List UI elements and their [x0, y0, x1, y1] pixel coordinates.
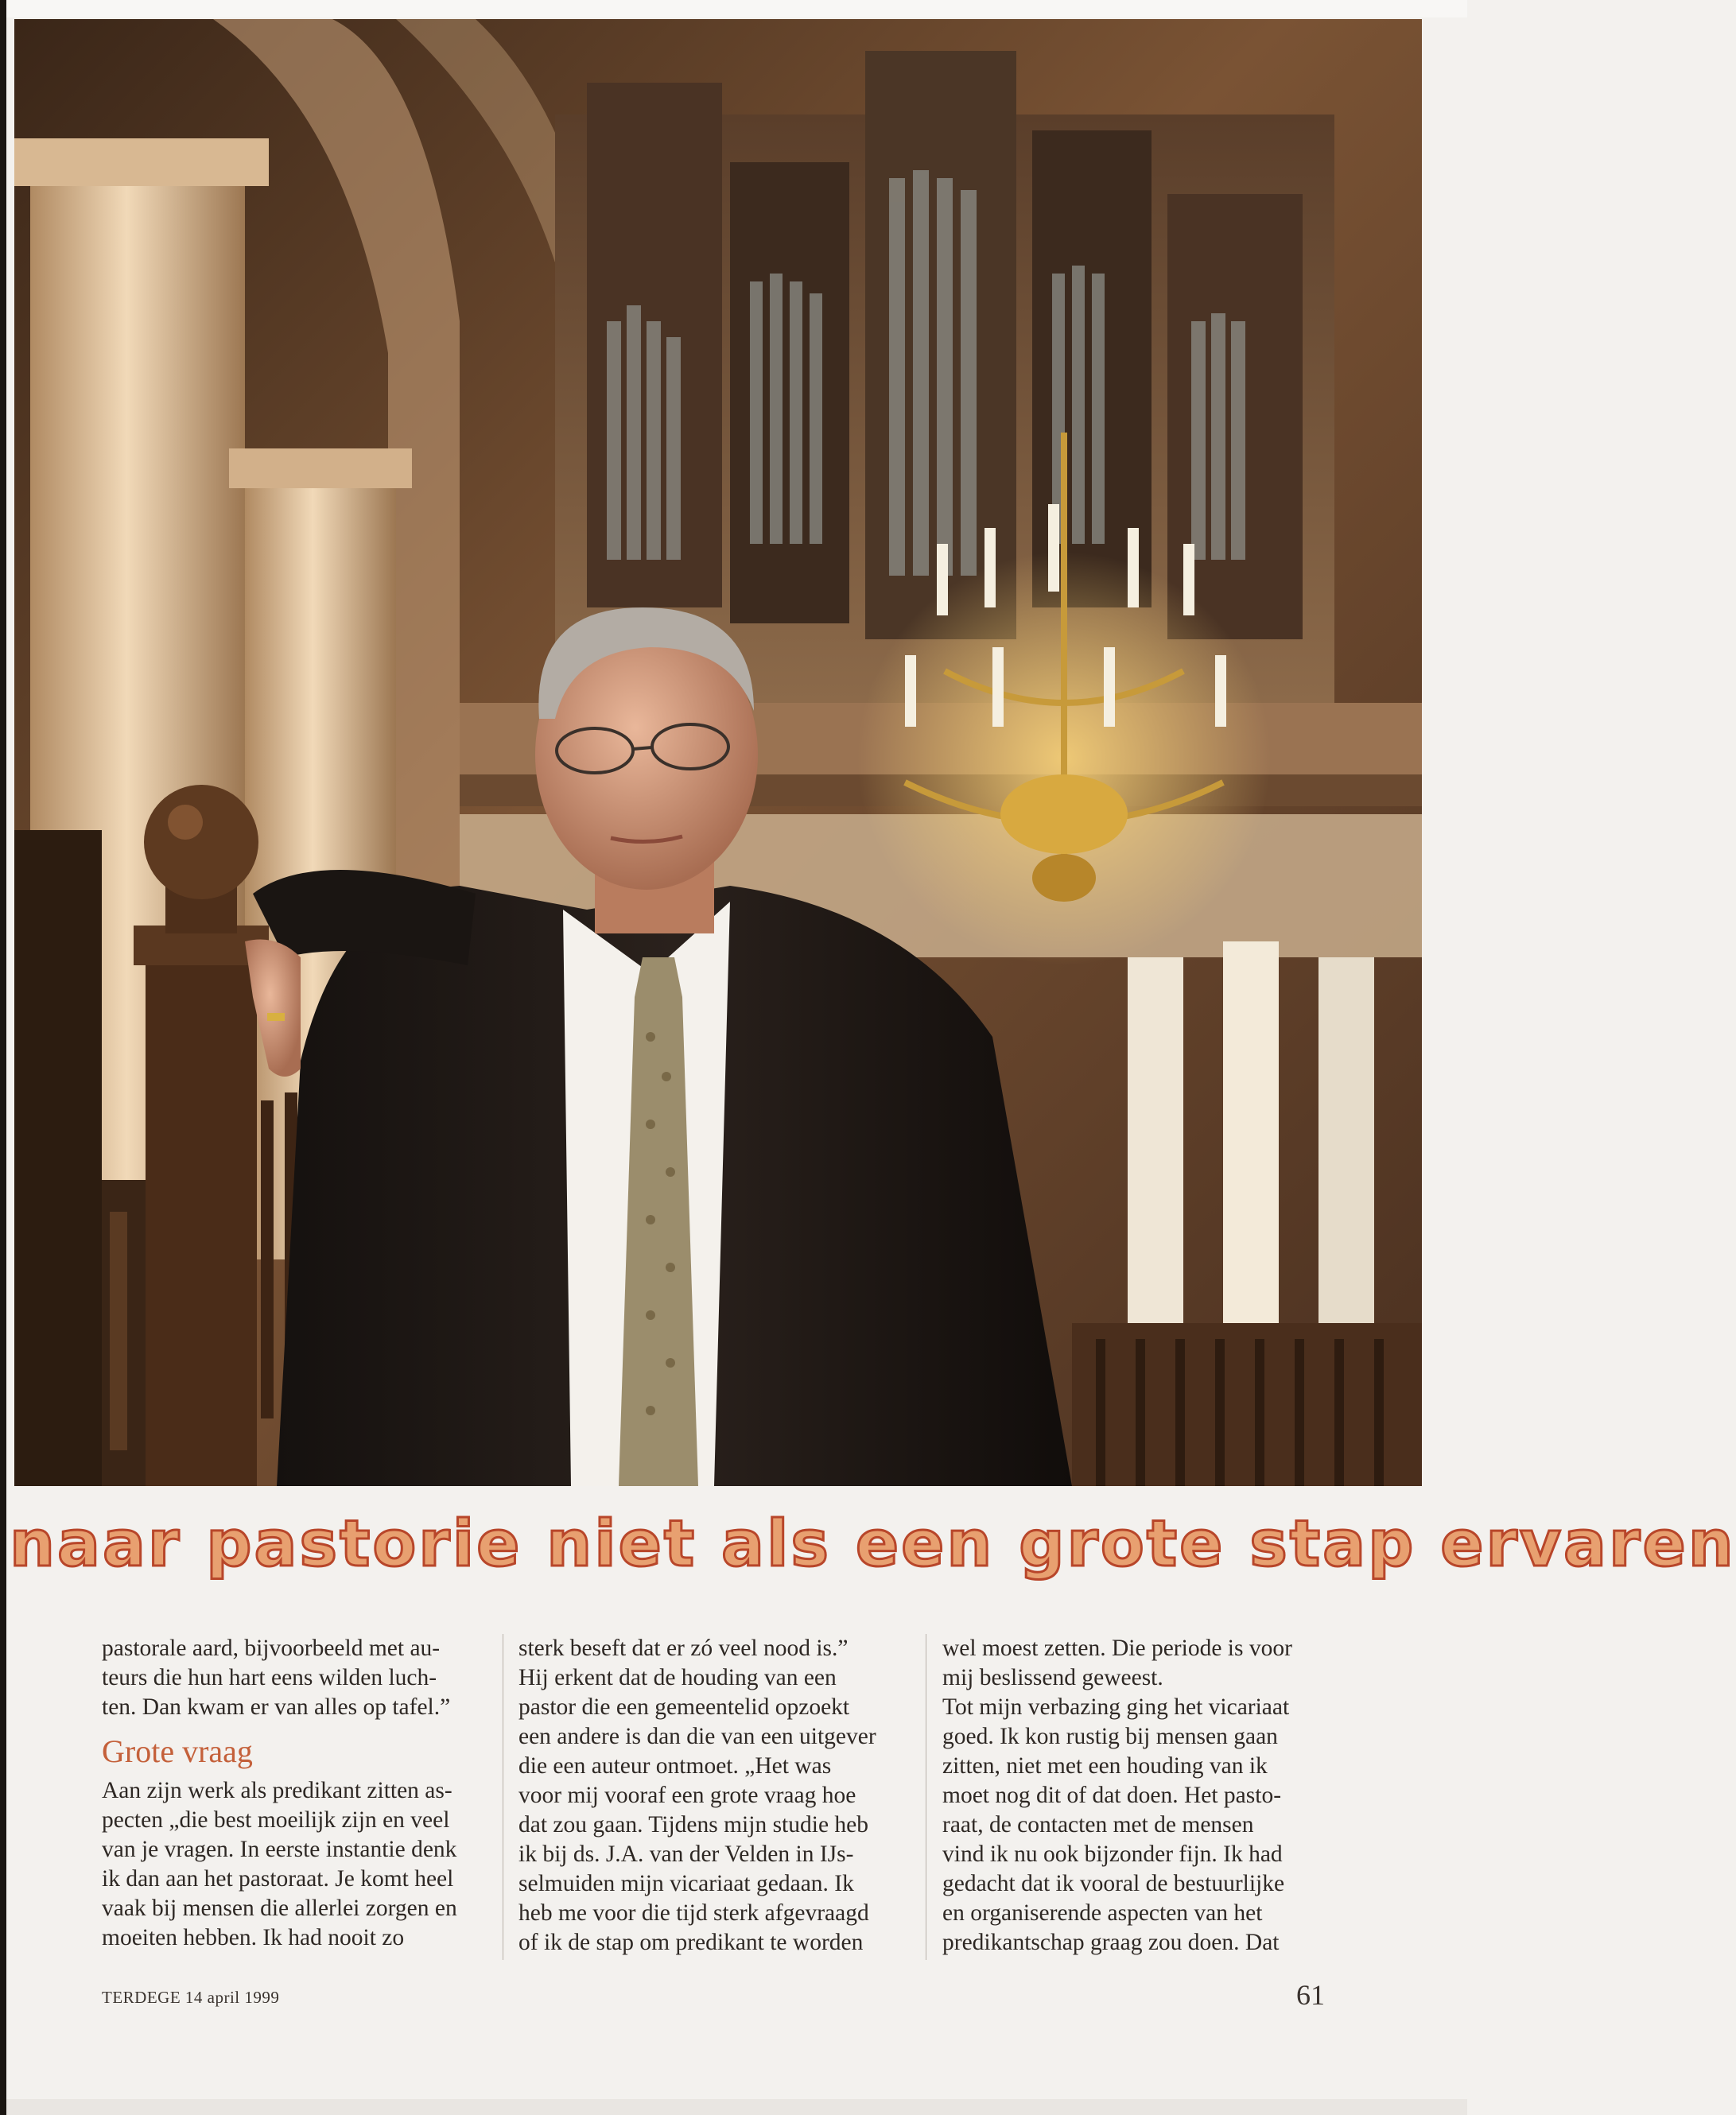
body-line: voor mij vooraf een grote vraag hoe: [518, 1783, 856, 1808]
publication-footer: TERDEGE 14 april 1999: [102, 1988, 280, 2007]
body-line: een andere is dan die van een uitgever: [518, 1724, 876, 1749]
body-line: vaak bij mensen die allerlei zorgen en: [102, 1896, 457, 1921]
body-line: predikantschap graag zou doen. Dat: [942, 1930, 1280, 1955]
body-line: moeiten hebben. Ik had nooit zo: [102, 1925, 405, 1950]
body-line: gedacht dat ik vooral de bestuurlijke: [942, 1871, 1285, 1896]
body-line: ik bij ds. J.A. van der Velden in IJs-: [518, 1841, 854, 1867]
body-line: of ik de stap om predikant te worden: [518, 1930, 864, 1955]
body-line: Tot mijn verbazing ging het vicariaat: [942, 1694, 1290, 1720]
text-column-3: [942, 1634, 1350, 1958]
body-line: wel moest zetten. Die periode is voor: [942, 1636, 1292, 1661]
bottom-margin: [6, 2099, 1467, 2115]
body-line: en organiserende aspecten van het: [942, 1900, 1263, 1926]
article-headline: naar pastorie niet als een grote stap ervaren: [10, 1507, 1736, 1581]
body-line: moet nog dit of dat doen. Het pasto-: [942, 1783, 1282, 1808]
body-line: selmuiden mijn vicariaat gedaan. Ik: [518, 1871, 854, 1896]
body-line: vind ik nu ook bijzonder fijn. Ik had: [942, 1841, 1283, 1867]
body-line: zitten, niet met een houding van ik: [942, 1753, 1268, 1779]
section-subheading: Grote vraag: [102, 1733, 253, 1769]
article-body: [0, 1634, 1467, 1955]
body-line: heb me voor die tijd sterk afgevraagd: [518, 1900, 869, 1926]
body-line: goed. Ik kon rustig bij mensen gaan: [942, 1724, 1278, 1749]
body-line: ik dan aan het pastoraat. Je komt heel: [102, 1866, 454, 1892]
body-line: van je vragen. In eerste instantie denk: [102, 1837, 457, 1862]
church-portrait-photo: [14, 19, 1422, 1486]
body-line: teurs die hun hart eens wilden luch-: [102, 1665, 437, 1690]
body-line: pastor die een gemeentelid opzoekt: [518, 1694, 850, 1720]
body-line: Aan zijn werk als predikant zitten as-: [102, 1778, 452, 1803]
body-line: pastorale aard, bijvoorbeeld met au-: [102, 1636, 441, 1661]
body-line: pecten „die best moeilijk zijn en veel: [102, 1807, 450, 1833]
body-line: sterk beseft dat er zó veel nood is.”: [518, 1636, 849, 1661]
text-column-1: [102, 1634, 514, 1953]
body-line: dat zou gaan. Tijdens mijn studie heb: [518, 1812, 869, 1838]
body-line: ten. Dan kwam er van alles op tafel.”: [102, 1694, 451, 1720]
page-number: 61: [1296, 1979, 1325, 2011]
text-column-2: [518, 1634, 926, 1958]
top-margin: [0, 0, 1467, 17]
body-line: mij beslissend geweest.: [942, 1665, 1163, 1690]
body-line: die een auteur ontmoet. „Het was: [518, 1753, 832, 1779]
body-line: raat, de contacten met de mensen: [942, 1812, 1254, 1838]
body-line: Hij erkent dat de houding van een: [518, 1665, 837, 1690]
